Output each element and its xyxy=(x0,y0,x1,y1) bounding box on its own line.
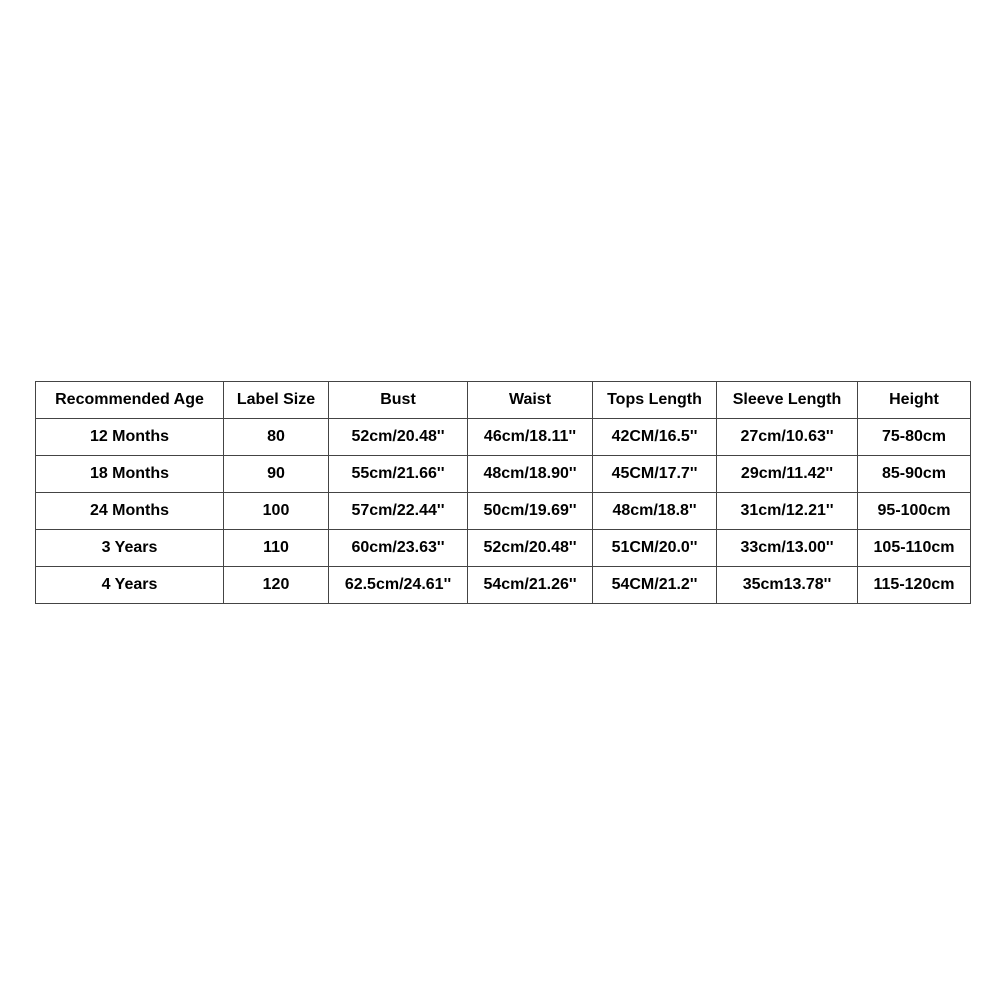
cell-recommended-age: 12 Months xyxy=(36,419,224,456)
cell-waist: 50cm/19.69'' xyxy=(468,493,593,530)
header-tops-length: Tops Length xyxy=(593,382,717,419)
cell-sleeve-length: 27cm/10.63'' xyxy=(717,419,858,456)
cell-height: 95-100cm xyxy=(858,493,971,530)
cell-height: 75-80cm xyxy=(858,419,971,456)
cell-label-size: 100 xyxy=(224,493,329,530)
table-row xyxy=(36,493,971,530)
cell-sleeve-length: 29cm/11.42'' xyxy=(717,456,858,493)
cell-recommended-age: 4 Years xyxy=(36,567,224,604)
cell-label-size: 90 xyxy=(224,456,329,493)
cell-waist: 54cm/21.26'' xyxy=(468,567,593,604)
cell-tops-length: 42CM/16.5'' xyxy=(593,419,717,456)
cell-height: 115-120cm xyxy=(858,567,971,604)
table-row xyxy=(36,419,971,456)
size-chart-table xyxy=(35,381,971,604)
cell-sleeve-length: 33cm/13.00'' xyxy=(717,530,858,567)
header-waist: Waist xyxy=(468,382,593,419)
header-recommended-age: Recommended Age xyxy=(36,382,224,419)
cell-sleeve-length: 35cm13.78'' xyxy=(717,567,858,604)
cell-label-size: 80 xyxy=(224,419,329,456)
cell-label-size: 120 xyxy=(224,567,329,604)
cell-waist: 46cm/18.11'' xyxy=(468,419,593,456)
cell-tops-length: 54CM/21.2'' xyxy=(593,567,717,604)
header-bust: Bust xyxy=(329,382,468,419)
table-row xyxy=(36,567,971,604)
header-sleeve-length: Sleeve Length xyxy=(717,382,858,419)
cell-tops-length: 51CM/20.0'' xyxy=(593,530,717,567)
cell-label-size: 110 xyxy=(224,530,329,567)
cell-bust: 52cm/20.48'' xyxy=(329,419,468,456)
cell-height: 85-90cm xyxy=(858,456,971,493)
cell-waist: 48cm/18.90'' xyxy=(468,456,593,493)
cell-bust: 55cm/21.66'' xyxy=(329,456,468,493)
cell-bust: 62.5cm/24.61'' xyxy=(329,567,468,604)
cell-bust: 57cm/22.44'' xyxy=(329,493,468,530)
cell-tops-length: 48cm/18.8'' xyxy=(593,493,717,530)
cell-recommended-age: 24 Months xyxy=(36,493,224,530)
cell-recommended-age: 18 Months xyxy=(36,456,224,493)
cell-height: 105-110cm xyxy=(858,530,971,567)
header-height: Height xyxy=(858,382,971,419)
cell-recommended-age: 3 Years xyxy=(36,530,224,567)
table-row xyxy=(36,456,971,493)
cell-tops-length: 45CM/17.7'' xyxy=(593,456,717,493)
table-header-row xyxy=(36,382,971,419)
header-label-size: Label Size xyxy=(224,382,329,419)
cell-waist: 52cm/20.48'' xyxy=(468,530,593,567)
cell-sleeve-length: 31cm/12.21'' xyxy=(717,493,858,530)
table-row xyxy=(36,530,971,567)
cell-bust: 60cm/23.63'' xyxy=(329,530,468,567)
